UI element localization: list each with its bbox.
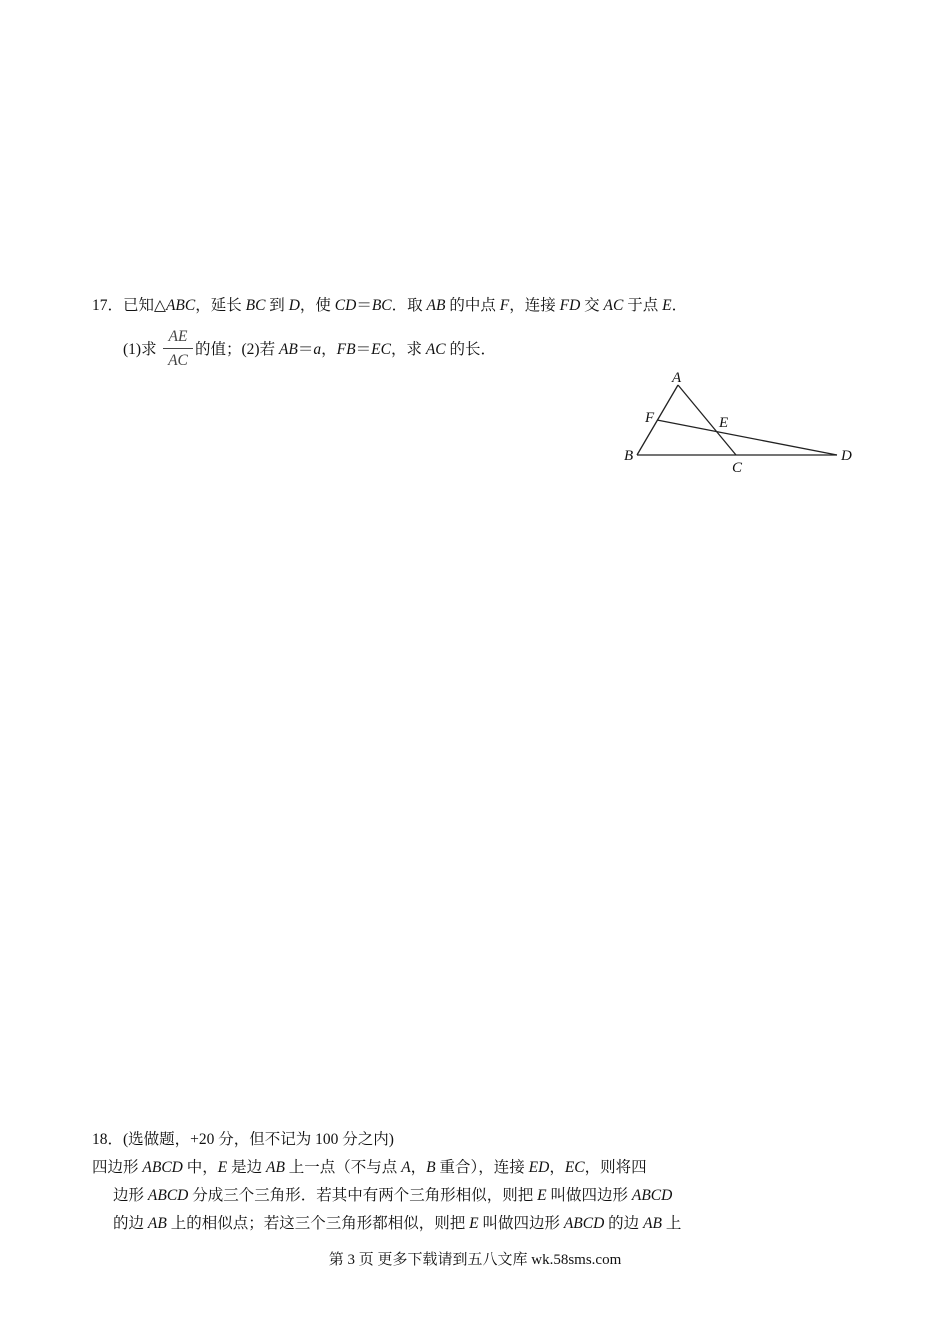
q18-number: 18． [92, 1131, 124, 1148]
q17-stem: 17．已知△ABC，延长 BC 到 D，使 CD＝BC．取 AB 的中点 F，连接 FD 交 AC 于点 E． [92, 297, 688, 314]
label-e: E [719, 415, 729, 431]
q17-fraction [163, 328, 193, 370]
fraction-numerator: AE [163, 328, 193, 349]
label-d: D [841, 448, 852, 464]
q17-part1-prefix: (1)求 [123, 341, 157, 358]
page-footer: 第 3 页 更多下载请到五八文库 wk.58sms.com [328, 1252, 622, 1268]
q17-part-rest: 的值；(2)若 AB＝a，FB＝EC，求 AC 的长． [195, 341, 497, 358]
label-a: A [672, 370, 682, 386]
q18-header: 18．(选做题，+20 分，但不记为 100 分之内) [92, 1131, 394, 1148]
label-b: B [624, 448, 634, 464]
q18-line-3: 的边 AB 上的相似点；若这三个三角形都相似，则把 E 叫做四边形 ABCD 的边 AB 上 [113, 1215, 682, 1232]
label-f: F [645, 410, 655, 426]
segment-fd [657, 420, 837, 455]
q18-line-2: 边形 ABCD 分成三个三角形．若其中有两个三角形相似，则把 E 叫做四边形 ABCD [113, 1187, 673, 1204]
q17-number: 17． [92, 297, 124, 314]
label-c: C [732, 460, 743, 475]
q18-line-1: 四边形 ABCD 中，E 是边 AB 上一点（不与点 A，B 重合），连接 ED，EC，则将四 [92, 1159, 647, 1176]
q17-triangle-figure [615, 365, 865, 475]
fraction-denominator: AC [168, 352, 188, 369]
